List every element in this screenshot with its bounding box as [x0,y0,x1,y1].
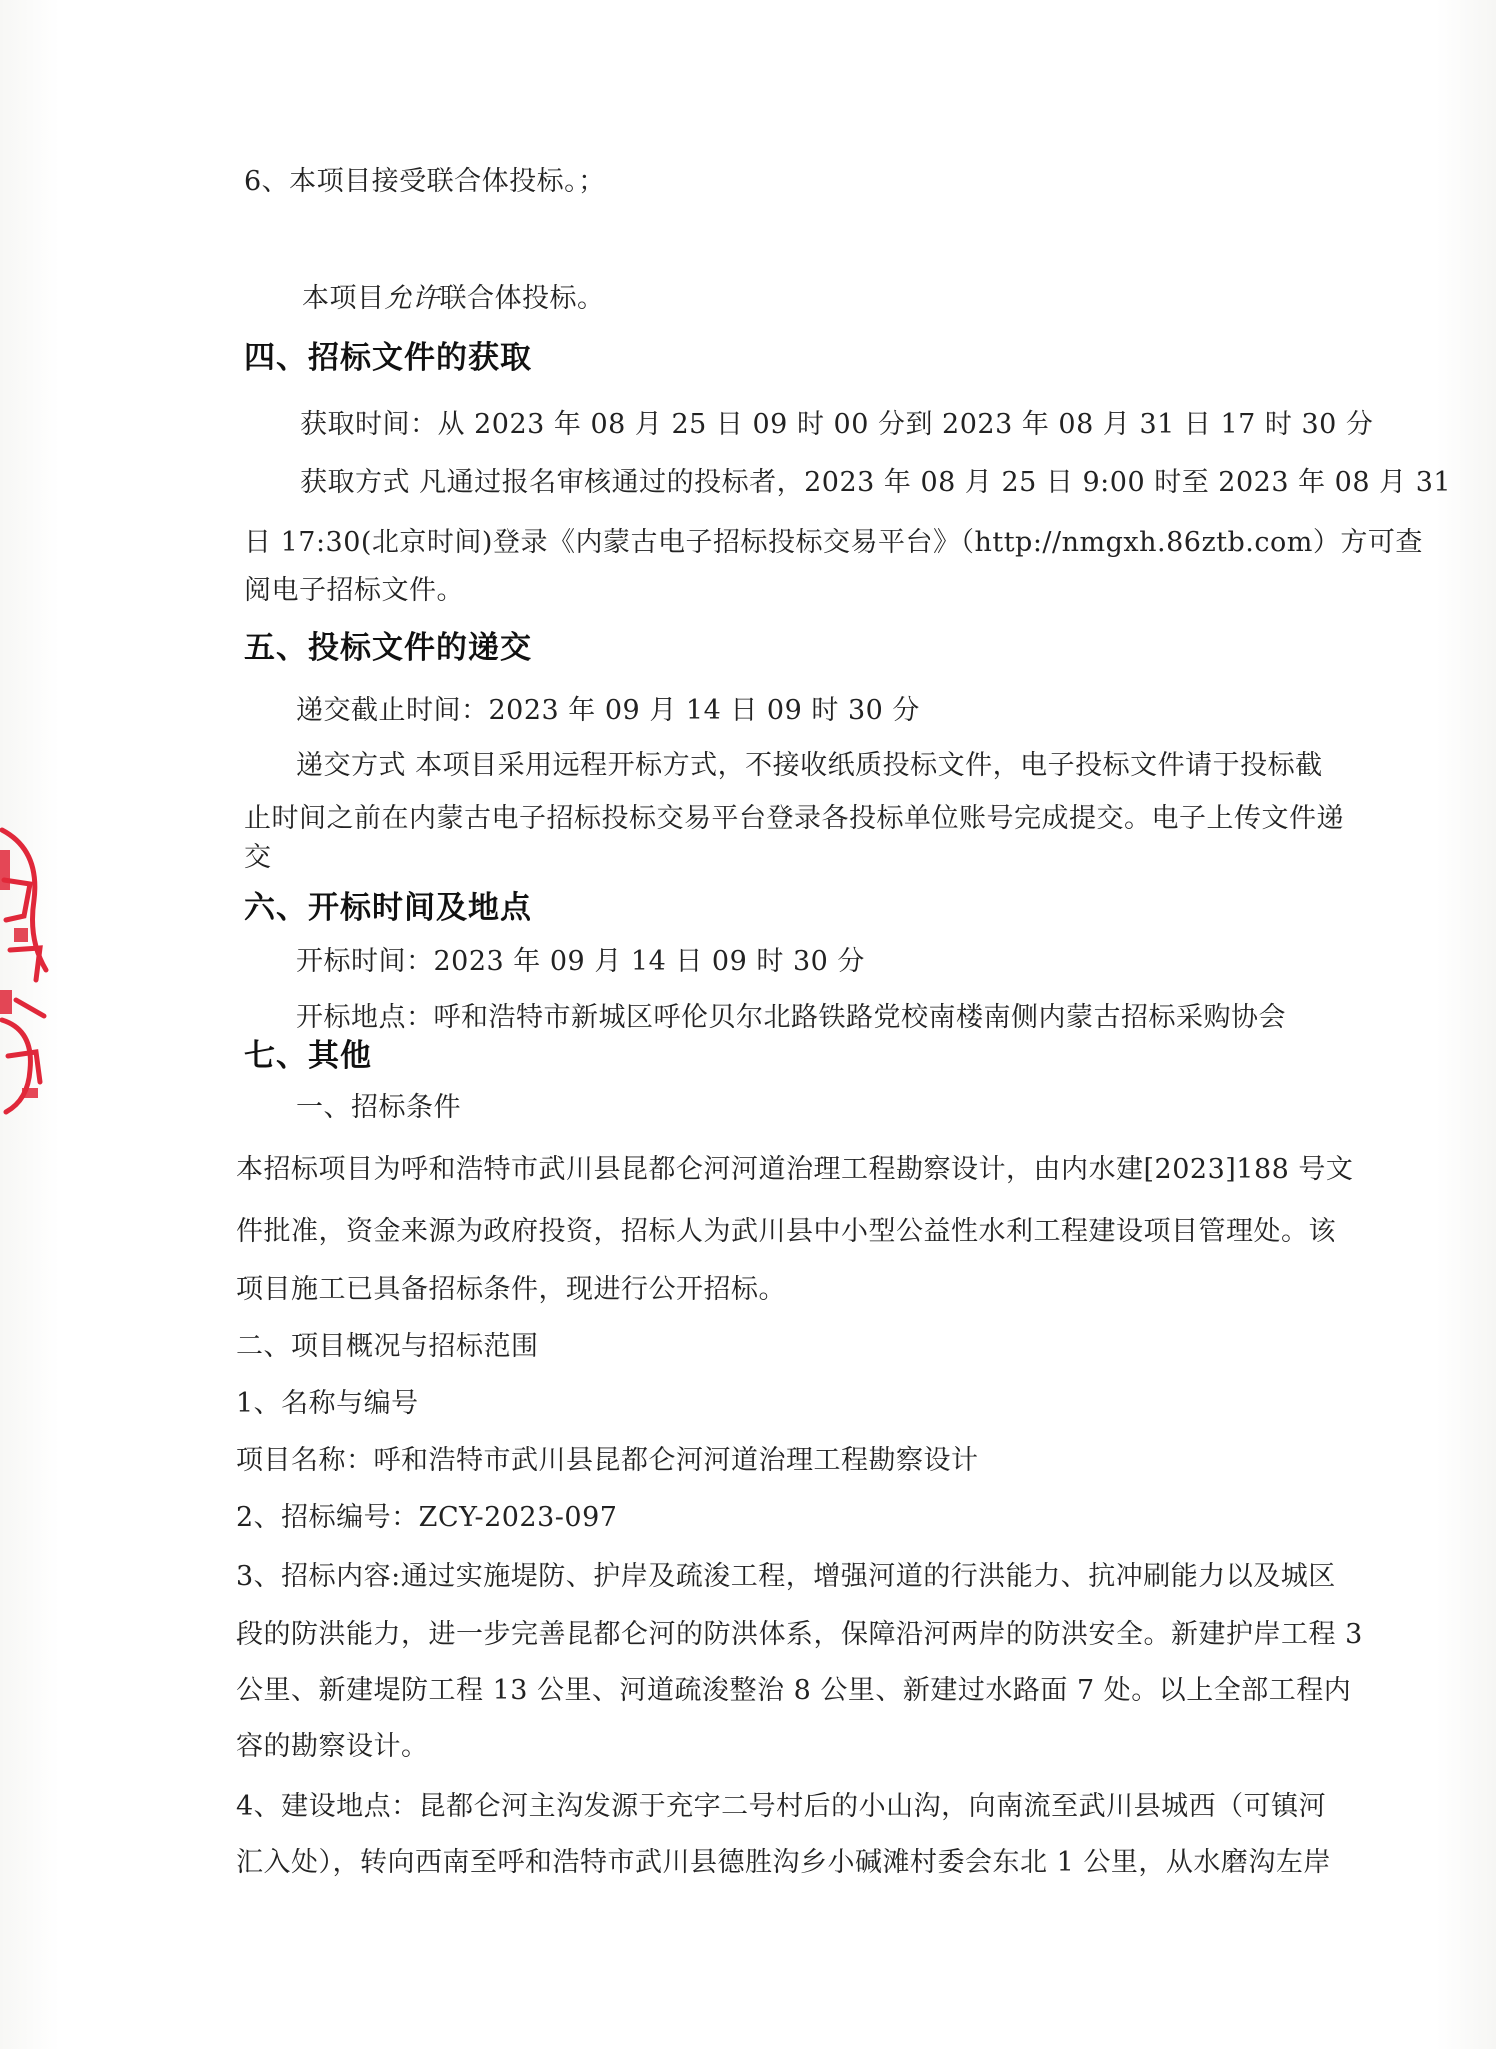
section-7-name-title: 1、名称与编号 [236,1388,419,1419]
section-5-method-line-3: 交 [244,842,272,873]
section-4-method-line-2: 日 17:30(北京时间)登录《内蒙古电子招标投标交易平台》（http://nmgxh.86ztb.com）方可查 [244,527,1423,558]
section-7-location-line-1: 4、建设地点：昆都仑河主沟发源于充字二号村后的小山沟，向南流至武川县城西（可镇河 [236,1791,1327,1822]
section-6-time: 开标时间：2023 年 09 月 14 日 09 时 30 分 [296,946,865,977]
section-5-method-line-2: 止时间之前在内蒙古电子招标投标交易平台登录各投标单位账号完成提交。电子上传文件递 [244,803,1344,834]
section-4-heading: 四、招标文件的获取 [244,340,532,376]
item-6-line: 6、本项目接受联合体投标。； [244,166,606,197]
section-6-heading: 六、开标时间及地点 [244,890,532,926]
section-7-cond-line-3: 项目施工已具备招标条件，现进行公开招标。 [236,1274,786,1305]
section-7-bid-number: 2、招标编号：ZCY-2023-097 [236,1502,618,1533]
section-7-cond-line-1: 本招标项目为呼和浩特市武川县昆都仑河河道治理工程勘察设计，由内水建[2023]188 号文 [236,1154,1354,1185]
section-7-content-line-1: 3、招标内容:通过实施堤防、护岸及疏浚工程，增强河道的行洪能力、抗冲刷能力以及城区 [236,1561,1336,1592]
section-4-time: 获取时间：从 2023 年 08 月 25 日 09 时 00 分到 2023 年 08 月 31 日 17 时 30 分 [300,409,1374,440]
section-7-heading: 七、其他 [244,1038,372,1074]
item-6-note-prefix: 本项目 [302,283,385,314]
section-5-deadline: 递交截止时间：2023 年 09 月 14 日 09 时 30 分 [296,695,920,726]
section-7-location-line-2: 汇入处），转向西南至呼和浩特市武川县德胜沟乡小碱滩村委会东北 1 公里，从水磨沟左岸 [236,1847,1331,1878]
section-7-cond-line-2: 件批准，资金来源为政府投资，招标人为武川县中小型公益性水利工程建设项目管理处。该 [236,1216,1336,1247]
section-4-method-line-3: 阅电子招标文件。 [244,575,464,606]
item-6-note [302,281,605,317]
section-7-project-name: 项目名称：呼和浩特市武川县昆都仑河河道治理工程勘察设计 [236,1445,979,1476]
section-7-sub-2: 二、项目概况与招标范围 [236,1331,539,1362]
section-6-place: 开标地点：呼和浩特市新城区呼伦贝尔北路铁路党校南楼南侧内蒙古招标采购协会 [296,1002,1286,1033]
red-seal-stamp [0,820,52,1120]
section-5-method-line-1: 递交方式 本项目采用远程开标方式，不接收纸质投标文件，电子投标文件请于投标截 [296,750,1323,781]
section-4-method-line-1: 获取方式 凡通过报名审核通过的投标者，2023 年 08 月 25 日 9:00 时至 2023 年 08 月 31 [300,467,1452,498]
item-6-note-italic: 允许 [384,283,440,314]
section-5-heading: 五、投标文件的递交 [244,630,532,666]
section-7-content-line-3: 公里、新建堤防工程 13 公里、河道疏浚整治 8 公里、新建过水路面 7 处。以上全部工程内 [236,1675,1352,1706]
section-7-content-line-4: 容的勘察设计。 [236,1731,429,1762]
section-7-content-line-2: 段的防洪能力，进一步完善昆都仑河的防洪体系，保障沿河两岸的防洪安全。新建护岸工程 3 [236,1619,1363,1650]
item-6-note-suffix: 联合体投标。 [439,283,605,314]
section-7-sub-1: 一、招标条件 [296,1092,461,1123]
